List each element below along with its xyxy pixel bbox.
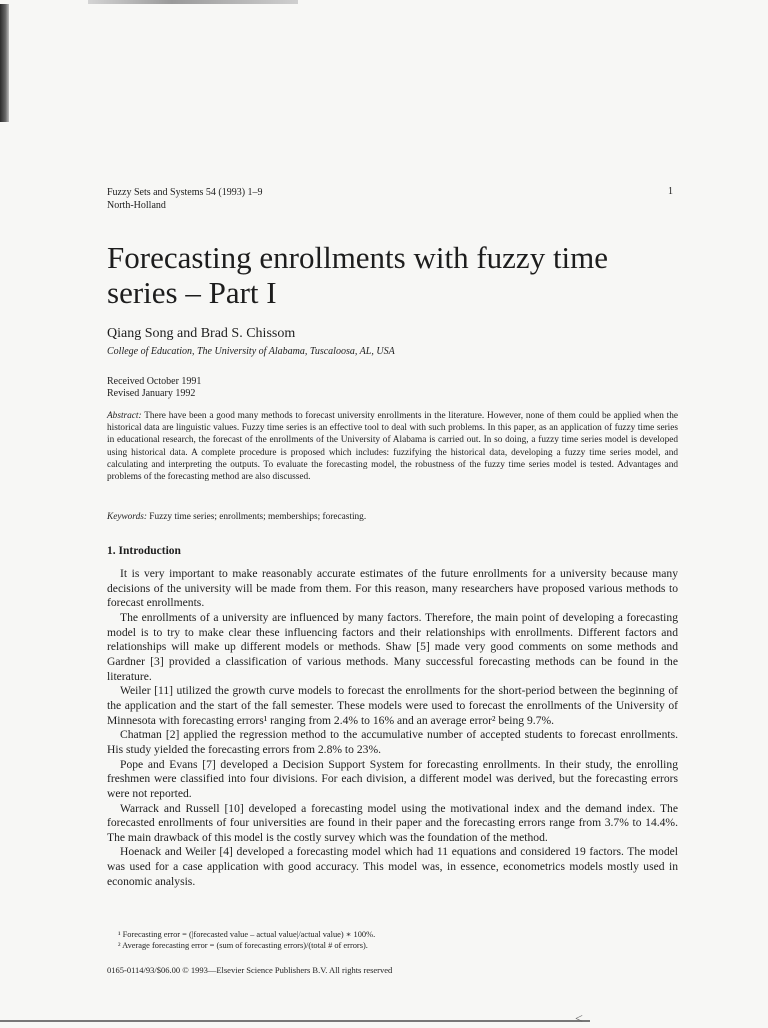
paragraph: It is very important to make reasonably accurate estimates of the future enrollments for a university because many decisions of the university will be made from them. For this reason, many researchers have proposed various methods to forecast enrollments. <box>107 567 678 610</box>
copyright-line: 0165-0114/93/$06.00 © 1993—Elsevier Science Publishers B.V. All rights reserved <box>107 965 393 975</box>
scan-artifact-binding-edge <box>0 4 9 122</box>
keywords-text: Fuzzy time series; enrollments; memberships; forecasting. <box>149 512 367 522</box>
footnote-2: ² Average forecasting error = (sum of forecasting errors)/(total # of errors). <box>118 941 368 950</box>
journal-citation <box>107 186 263 212</box>
paragraph: Hoenack and Weiler [4] developed a forecasting model which had 11 equations and considered 19 factors. The model was used for a case application with good accuracy. This model was, in essence, econometrics models mostly used in economic analysis. <box>107 845 678 888</box>
publisher-line: North-Holland <box>107 200 166 211</box>
paragraph: The enrollments of a university are influenced by many factors. Therefore, the main point of developing a forecasting model is to try to make clear these influencing factors and their relationships with enrollments. Different factors and relationships will make up different models or methods. Shaw [5] made very good comments on some methods and Gardner [3] provided a classification of various methods. Many successful forecasting methods can be found in the literature. <box>107 610 678 683</box>
abstract <box>107 410 678 483</box>
paragraph: Warrack and Russell [10] developed a forecasting model using the motivational index and the demand index. The forecasted enrollments of four universities are found in their paper and the forecasting errors range from 3.7% to 14.4%. The main drawback of this model is the costly survey which was the foundation of the method. <box>107 801 678 844</box>
footnotes <box>118 929 375 951</box>
author-list: Qiang Song and Brad S. Chissom <box>107 326 296 341</box>
keywords <box>107 512 678 522</box>
author-affiliation: College of Education, The University of Alabama, Tuscaloosa, AL, USA <box>107 346 395 357</box>
paragraph: Weiler [11] utilized the growth curve models to forecast the enrollments for the short-period between the beginning of the application and the start of the fall semester. These models were used to forecast the enrollments of the University of Minnesota with forecasting errors¹ ranging from 2.4% to 16% and an average error² being 9.7%. <box>107 684 678 727</box>
scan-artifact-mark: < <box>575 1012 583 1027</box>
journal-line: Fuzzy Sets and Systems 54 (1993) 1–9 <box>107 187 263 198</box>
page-number: 1 <box>668 186 673 197</box>
paragraph: Pope and Evans [7] developed a Decision Support System for forecasting enrollments. In their study, the enrolling freshmen were classified into four divisions. For each division, a different model was derived, but the forecasting errors were not reported. <box>107 757 678 800</box>
revised-date: Revised January 1992 <box>107 388 196 399</box>
scan-artifact-bottom <box>0 1020 590 1022</box>
submission-dates <box>107 376 201 400</box>
paragraph: Chatman [2] applied the regression method to the accumulative number of accepted students to forecast enrollments. His study yielded the forecasting errors from 2.8% to 23%. <box>107 728 678 756</box>
keywords-label: Keywords: <box>107 512 147 522</box>
scan-artifact-top <box>88 0 298 4</box>
abstract-text: There have been a good many methods to forecast university enrollments in the literature. However, none of them could be applied when the historical data are linguistic values. Fuzzy time series is an effective tool to deal with such problems. In this paper, as an application of fuzzy time series in educational research, the forecast of the enrollments of the University of Alabama is carried out. In so doing, a fuzzy time series model is developed using historical data. A complete procedure is proposed which includes: fuzzifying the historical data, developing a fuzzy time series model, and calculating and interpreting the outputs. To evaluate the forecasting model, the robustness of the fuzzy time series model is tested. Advantages and problems of the forecasting method are also discussed. <box>107 411 679 483</box>
introduction-body <box>107 567 678 889</box>
section-heading: 1. Introduction <box>107 545 181 557</box>
received-date: Received October 1991 <box>107 376 202 387</box>
footnote-1: ¹ Forecasting error = (|forecasted value – actual value|/actual value) ∗ 100%. <box>118 930 376 939</box>
article-title: Forecasting enrollments with fuzzy time series – Part I <box>107 240 609 310</box>
abstract-label: Abstract: <box>107 411 142 421</box>
